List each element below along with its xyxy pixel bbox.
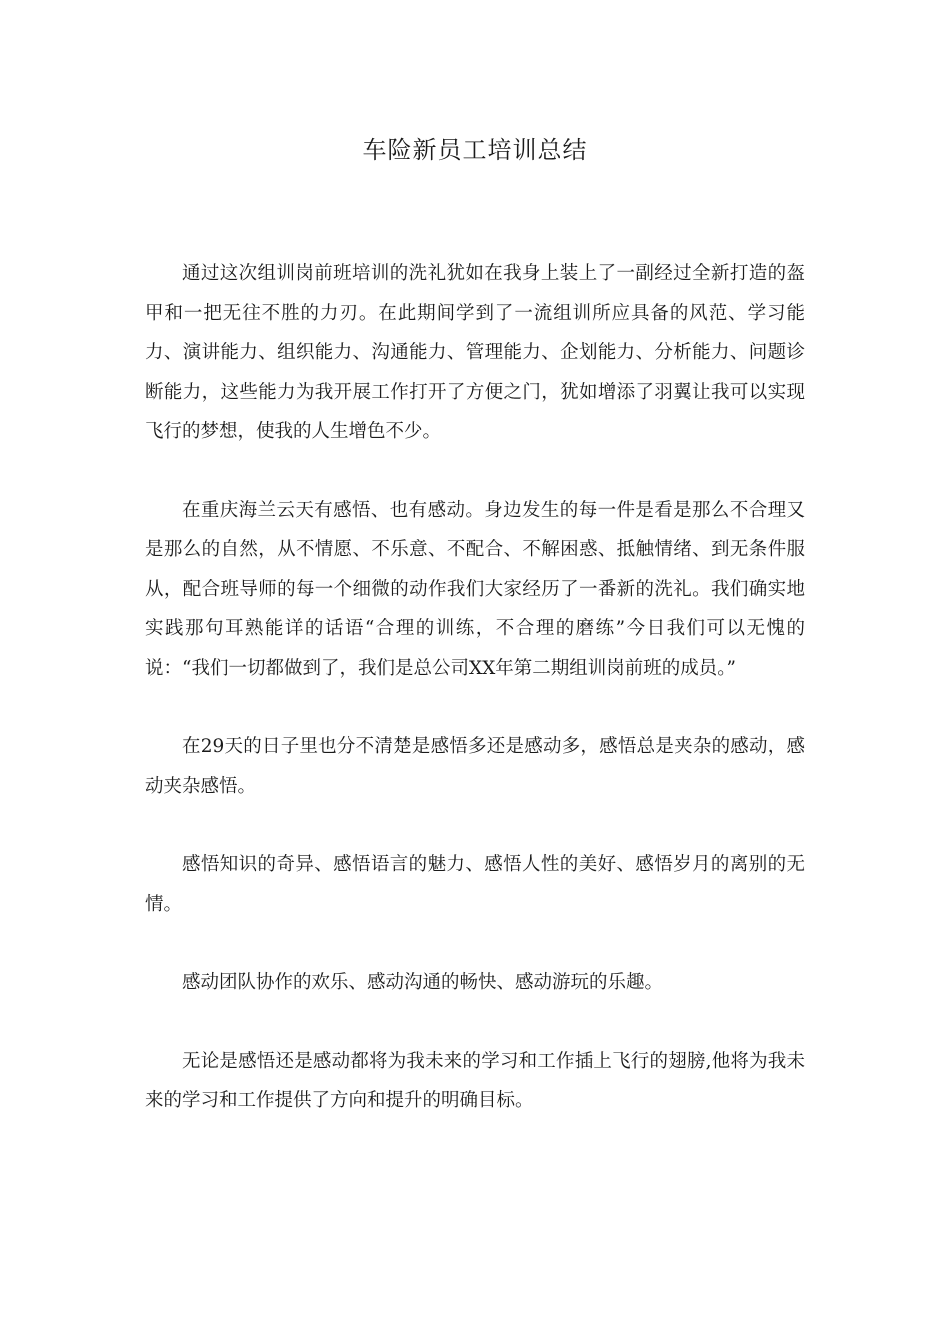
paragraph-5: 感动团队协作的欢乐、感动沟通的畅快、感动游玩的乐趣。: [182, 972, 664, 993]
paragraph-2: 在重庆海兰云天有感悟、也有感动。身边发生的每一件是看是那么不合理又是那么的自然，从不情愿、不乐意、不配合、不解困惑、抵触情绪、到无条件服从，配合班导师的每一个细微的动作我们大家经历了一番新的洗礼。我们确实地实践那句耳熟能详的话语“合理的训练，不合理的磨练”今日我们可以无愧的说：“我们一切都做到了，我们是总公司XX年第二期组训岗前班的成员。”: [145, 499, 805, 679]
document-body: [145, 254, 805, 1160]
paragraph-6: 无论是感悟还是感动都将为我未来的学习和工作插上飞行的翅膀,他将为我未来的学习和工作提供了方向和提升的明确目标。: [145, 1050, 805, 1111]
paragraph-4: 感悟知识的奇异、感悟语言的魅力、感悟人性的美好、感悟岁月的离别的无情。: [145, 854, 805, 915]
paragraph-3: 在29天的日子里也分不清楚是感悟多还是感动多，感悟总是夹杂的感动，感动夹杂感悟。: [145, 736, 805, 797]
paragraph-1: 通过这次组训岗前班培训的洗礼犹如在我身上装上了一副经过全新打造的盔甲和一把无往不胜的力刃。在此期间学到了一流组训所应具备的风范、学习能力、演讲能力、组织能力、沟通能力、管理能力、企划能力、分析能力、问题诊断能力，这些能力为我开展工作打开了方便之门，犹如增添了羽翼让我可以实现飞行的梦想，使我的人生增色不少。: [145, 263, 805, 442]
document-title: 车险新员工培训总结: [362, 136, 588, 164]
